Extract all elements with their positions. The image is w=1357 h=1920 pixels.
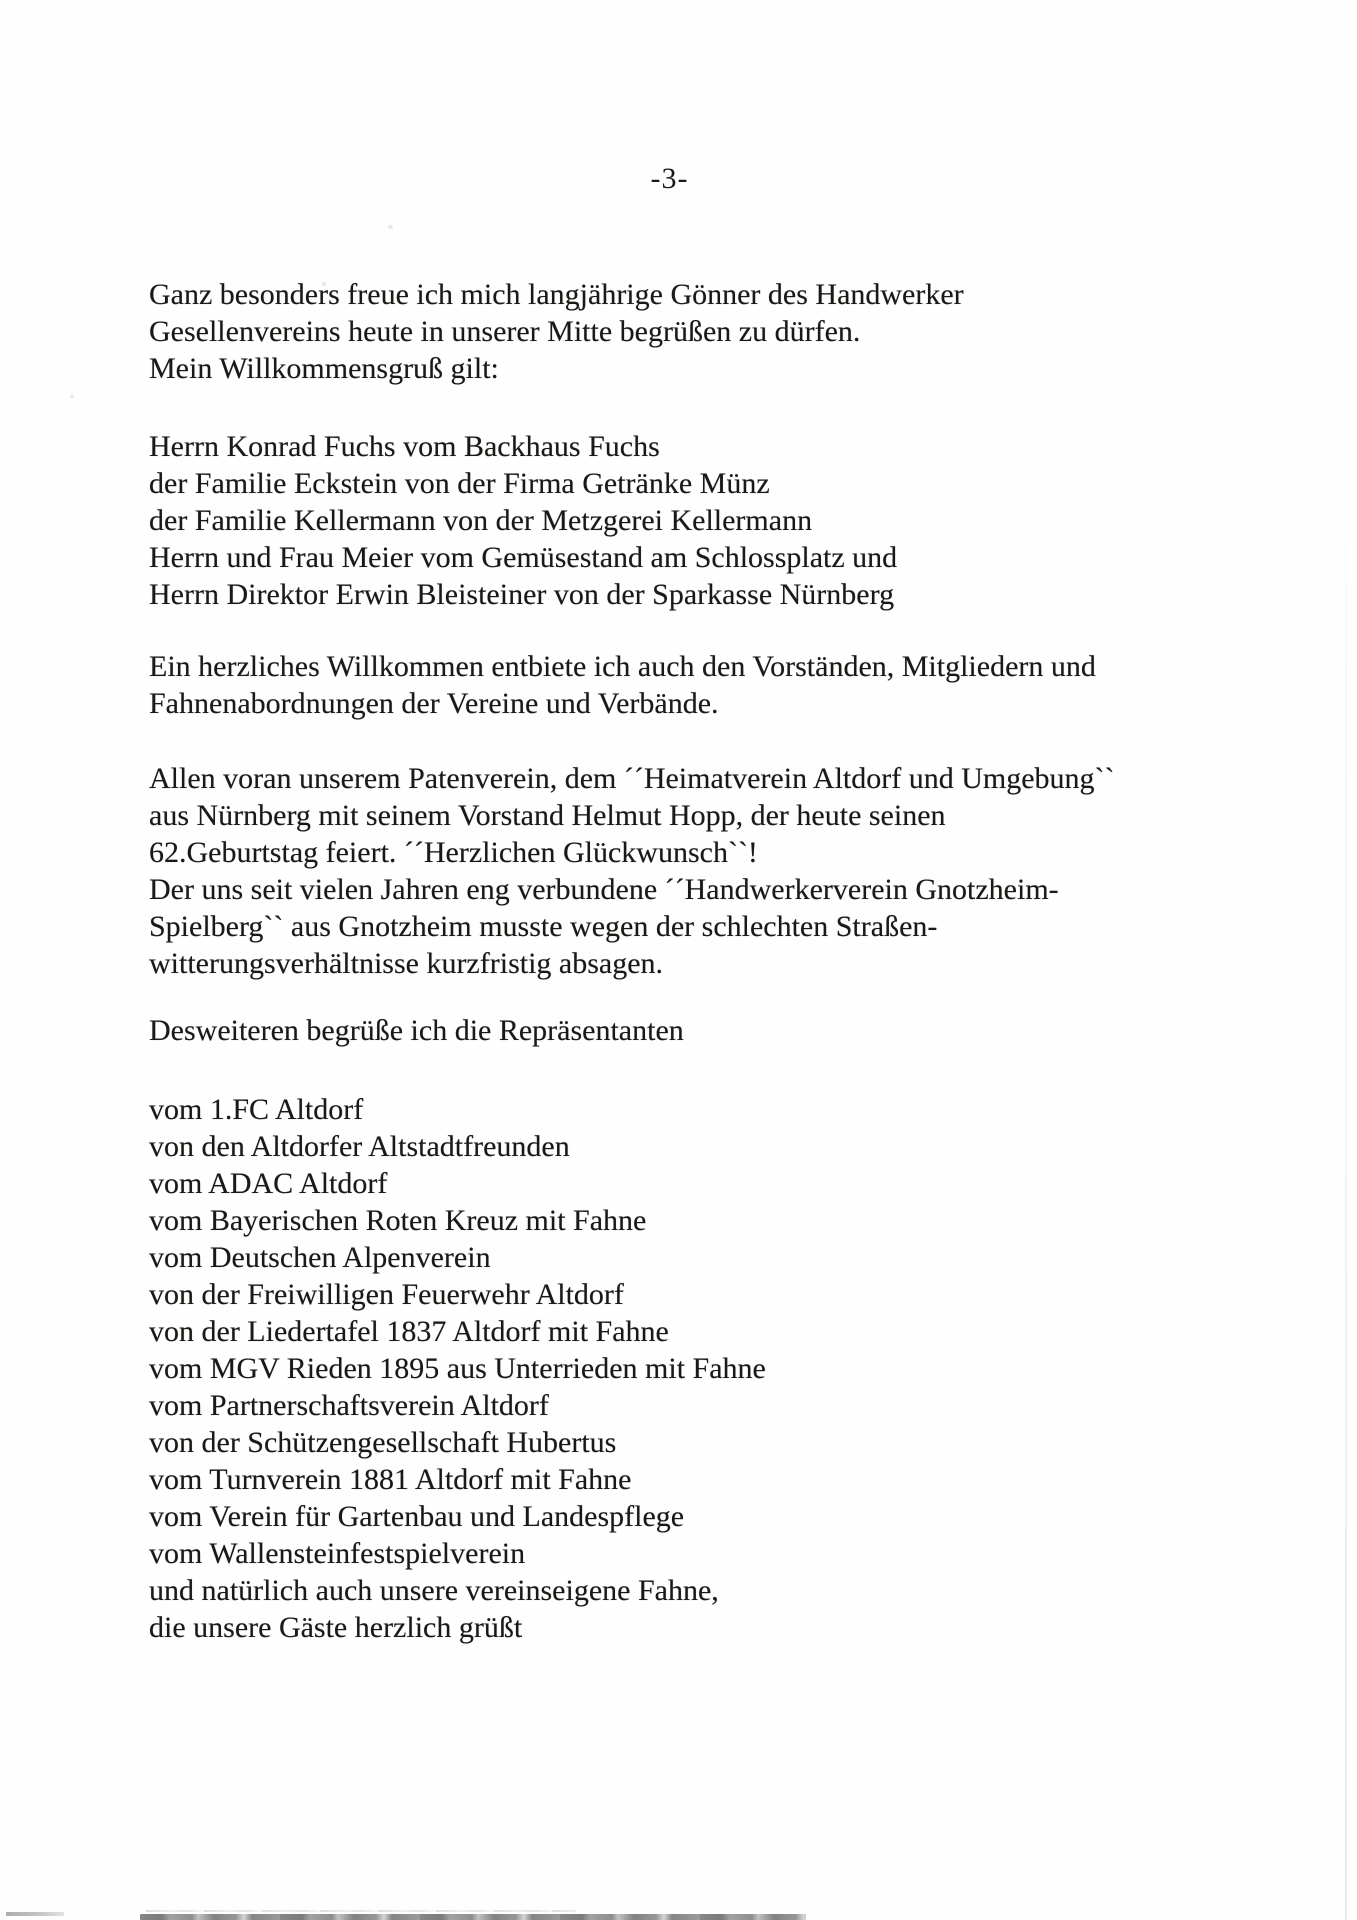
text-line: vom MGV Rieden 1895 aus Unterrieden mit Fahne <box>149 1352 766 1385</box>
text-line: vom Bayerischen Roten Kreuz mit Fahne <box>149 1204 647 1237</box>
text-list-block <box>149 428 1289 613</box>
text-line: Mein Willkommensgruß gilt: <box>149 352 499 385</box>
text-line: vom Verein für Gartenbau und Landespflege <box>149 1500 685 1533</box>
scan-fold-line <box>1345 540 1347 1920</box>
text-line: 62.Geburtstag feiert. ´´Herzlichen Glückwunsch``! <box>149 836 758 869</box>
text-line: Fahnenabordnungen der Vereine und Verbände. <box>149 687 719 720</box>
scan-speck <box>70 395 74 398</box>
text-line: vom ADAC Altdorf <box>149 1167 388 1200</box>
paragraph-block <box>149 760 1289 982</box>
text-line: vom 1.FC Altdorf <box>149 1093 364 1126</box>
scan-artifact-light <box>146 1910 576 1912</box>
page-number: -3- <box>650 162 689 195</box>
text-line: von den Altdorfer Altstadtfreunden <box>149 1130 570 1163</box>
text-line: vom Wallensteinfestspielverein <box>149 1537 526 1570</box>
text-line: Desweiteren begrüße ich die Repräsentanten <box>149 1014 684 1047</box>
text-line: von der Freiwilligen Feuerwehr Altdorf <box>149 1278 624 1311</box>
scan-artifact-left <box>6 1912 64 1916</box>
text-line: Gesellenvereins heute in unserer Mitte begrüßen zu dürfen. <box>149 315 861 348</box>
text-line: vom Turnverein 1881 Altdorf mit Fahne <box>149 1463 632 1496</box>
scan-speck <box>322 282 326 286</box>
text-line: Herrn Konrad Fuchs vom Backhaus Fuchs <box>149 430 660 463</box>
text-line: der Familie Kellermann von der Metzgerei Kellermann <box>149 504 813 537</box>
text-line: und natürlich auch unsere vereinseigene Fahne, <box>149 1574 719 1607</box>
text-line: Allen voran unserem Patenverein, dem ´´Heimatverein Altdorf und Umgebung`` <box>149 762 1115 795</box>
text-line: vom Deutschen Alpenverein <box>149 1241 491 1274</box>
text-line: von der Liedertafel 1837 Altdorf mit Fahne <box>149 1315 669 1348</box>
text-line: von der Schützengesellschaft Hubertus <box>149 1426 617 1459</box>
text-line: Ganz besonders freue ich mich langjährige Gönner des Handwerker <box>149 278 964 311</box>
paragraph-block <box>149 648 1289 722</box>
text-line: Spielberg`` aus Gnotzheim musste wegen der schlechten Straßen- <box>149 910 938 943</box>
paragraph-block <box>149 276 1289 387</box>
text-line: vom Partnerschaftsverein Altdorf <box>149 1389 549 1422</box>
text-line: Herrn Direktor Erwin Bleisteiner von der Sparkasse Nürnberg <box>149 578 895 611</box>
paragraph-block <box>149 1012 1289 1049</box>
text-list-block <box>149 1091 1289 1646</box>
scan-artifact-strip <box>140 1914 806 1920</box>
text-line: witterungsverhältnisse kurzfristig absagen. <box>149 947 664 980</box>
text-line: die unsere Gäste herzlich grüßt <box>149 1611 523 1644</box>
text-line: aus Nürnberg mit seinem Vorstand Helmut Hopp, der heute seinen <box>149 799 946 832</box>
document-body <box>149 276 1289 1684</box>
text-line: Ein herzliches Willkommen entbiete ich auch den Vorständen, Mitgliedern und <box>149 650 1096 683</box>
scan-speck <box>388 225 393 229</box>
text-line: Herrn und Frau Meier vom Gemüsestand am Schlossplatz und <box>149 541 898 574</box>
text-line: Der uns seit vielen Jahren eng verbundene ´´Handwerkerverein Gnotzheim- <box>149 873 1059 906</box>
text-line: der Familie Eckstein von der Firma Getränke Münz <box>149 467 770 500</box>
